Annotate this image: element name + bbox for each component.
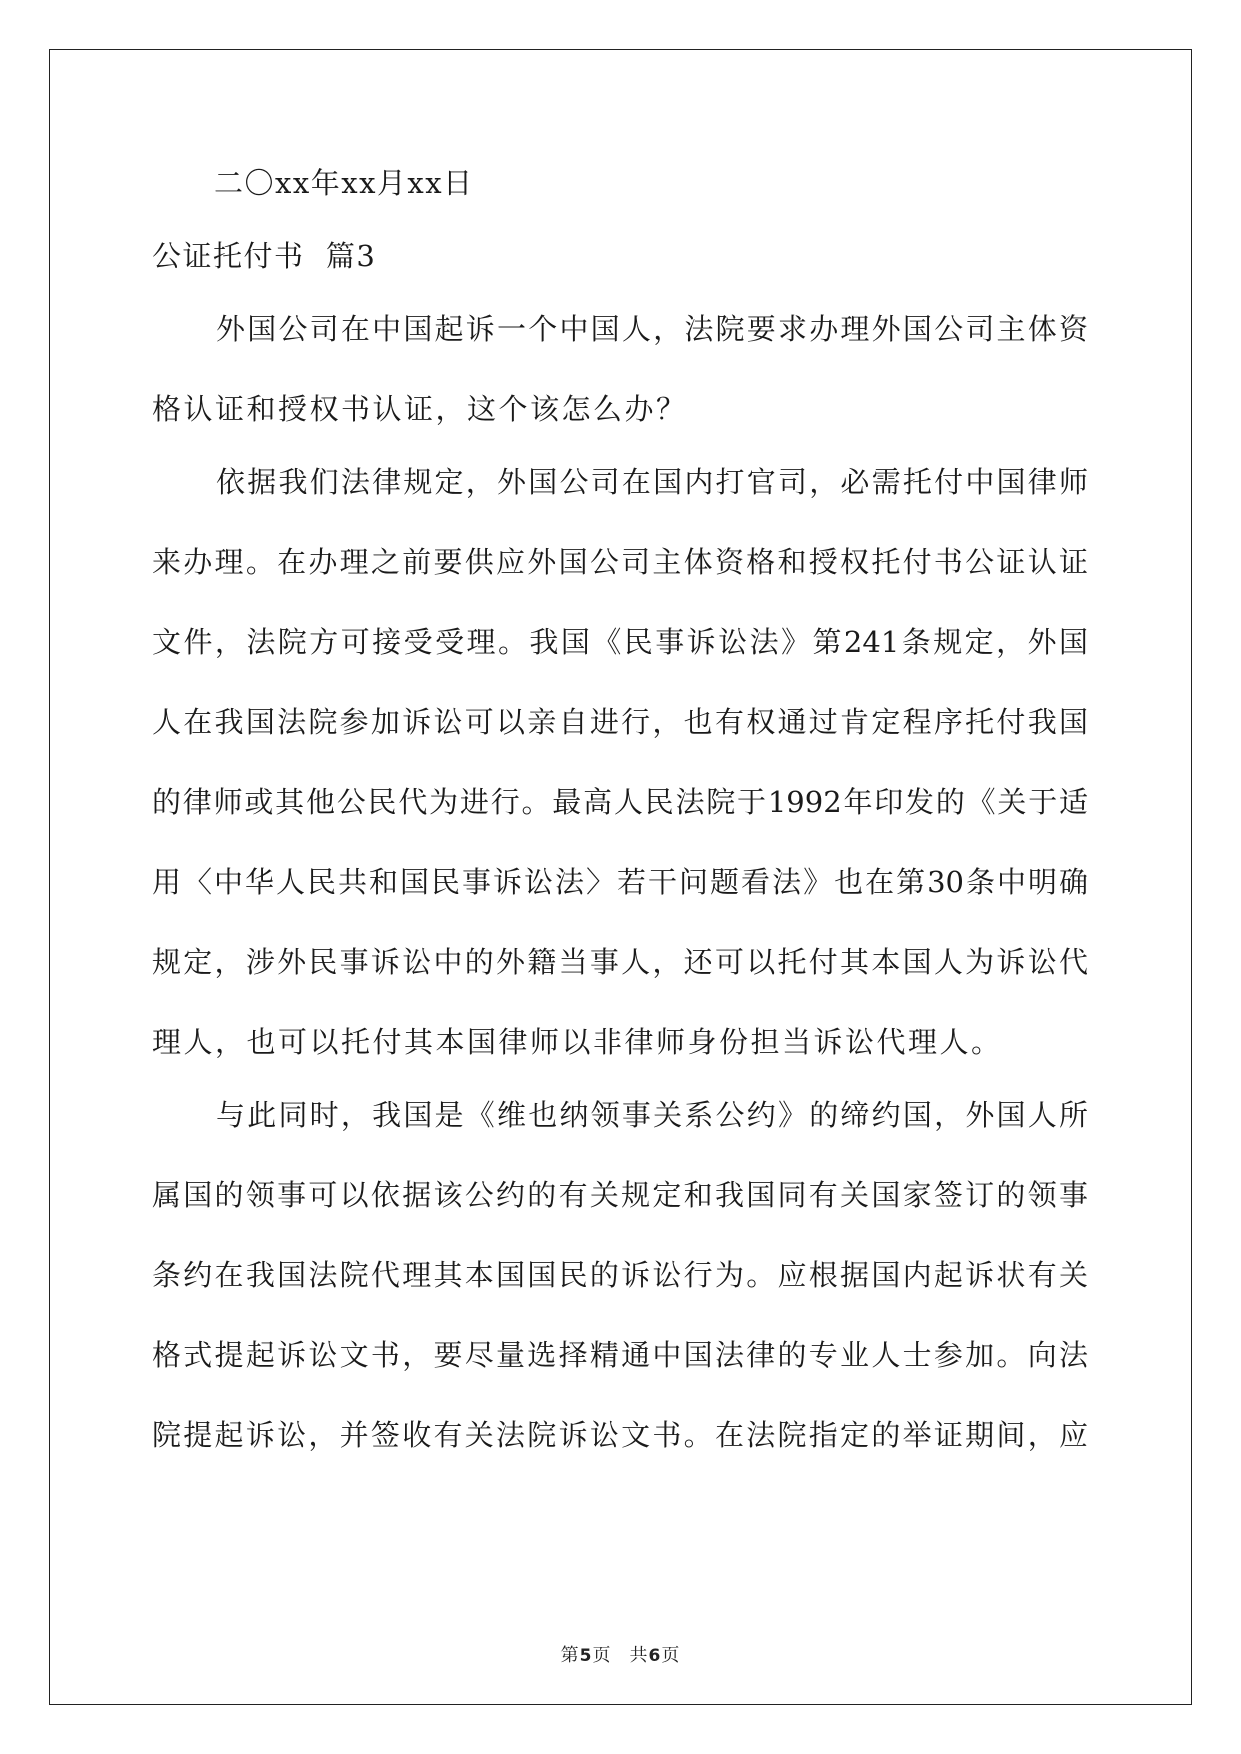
paragraph-line: 条约在我国法院代理其本国国民的诉讼行为。应根据国内起诉状有关: [152, 1258, 1088, 1292]
footer-prefix: 第: [560, 1645, 580, 1666]
paragraph-line: 理人，也可以托付其本国律师以非律师身份担当诉讼代理人。: [152, 1025, 1003, 1059]
paragraph-line: 文件，法院方可接受受理。我国《民事诉讼法》第241条规定，外国: [152, 625, 1088, 659]
paragraph-line: 来办理。在办理之前要供应外国公司主体资格和授权托付书公证认证: [152, 545, 1088, 579]
page-footer: [0, 1644, 1241, 1668]
paragraph-2: [152, 462, 1088, 1062]
paragraph-line: 格式提起诉讼文书，要尽量选择精通中国法律的专业人士参加。向法: [152, 1338, 1088, 1372]
total-page-count: 6: [648, 1646, 662, 1666]
paragraph-line: 与此同时，我国是《维也纳领事关系公约》的缔约国，外国人所: [216, 1098, 1088, 1132]
paragraph-line: 规定，涉外民事诉讼中的外籍当事人，还可以托付其本国人为诉讼代: [152, 945, 1088, 979]
paragraph-line: 的律师或其他公民代为进行。最高人民法院于1992年印发的《关于适: [152, 785, 1088, 819]
footer-total-prefix: 共: [629, 1645, 649, 1666]
paragraph-line: 属国的领事可以依据该公约的有关规定和我国同有关国家签订的领事: [152, 1178, 1088, 1212]
footer-total-suffix: 页: [661, 1645, 681, 1666]
paragraph-line: 外国公司在中国起诉一个中国人，法院要求办理外国公司主体资: [216, 312, 1088, 346]
paragraph-1: [152, 309, 1088, 429]
paragraph-line: 依据我们法律规定，外国公司在国内打官司，必需托付中国律师: [216, 465, 1088, 499]
current-page-number: 5: [579, 1646, 593, 1666]
date-line: 二〇xx年xx月xx日: [214, 166, 474, 200]
paragraph-line: 人在我国法院参加诉讼可以亲自进行，也有权通过肯定程序托付我国: [152, 705, 1088, 739]
paragraph-line: 院提起诉讼，并签收有关法院诉讼文书。在法院指定的举证期间，应: [152, 1418, 1088, 1452]
section-heading: 公证托付书 篇3: [152, 239, 377, 273]
paragraph-3: [152, 1095, 1088, 1455]
paragraph-line: 格认证和授权书认证，这个该怎么办？: [152, 392, 688, 426]
footer-page-suffix: 页: [592, 1645, 612, 1666]
document-body: [152, 163, 1088, 1488]
paragraph-line: 用〈中华人民共和国民事诉讼法〉若干问题看法》也在第30条中明确: [152, 865, 1088, 899]
